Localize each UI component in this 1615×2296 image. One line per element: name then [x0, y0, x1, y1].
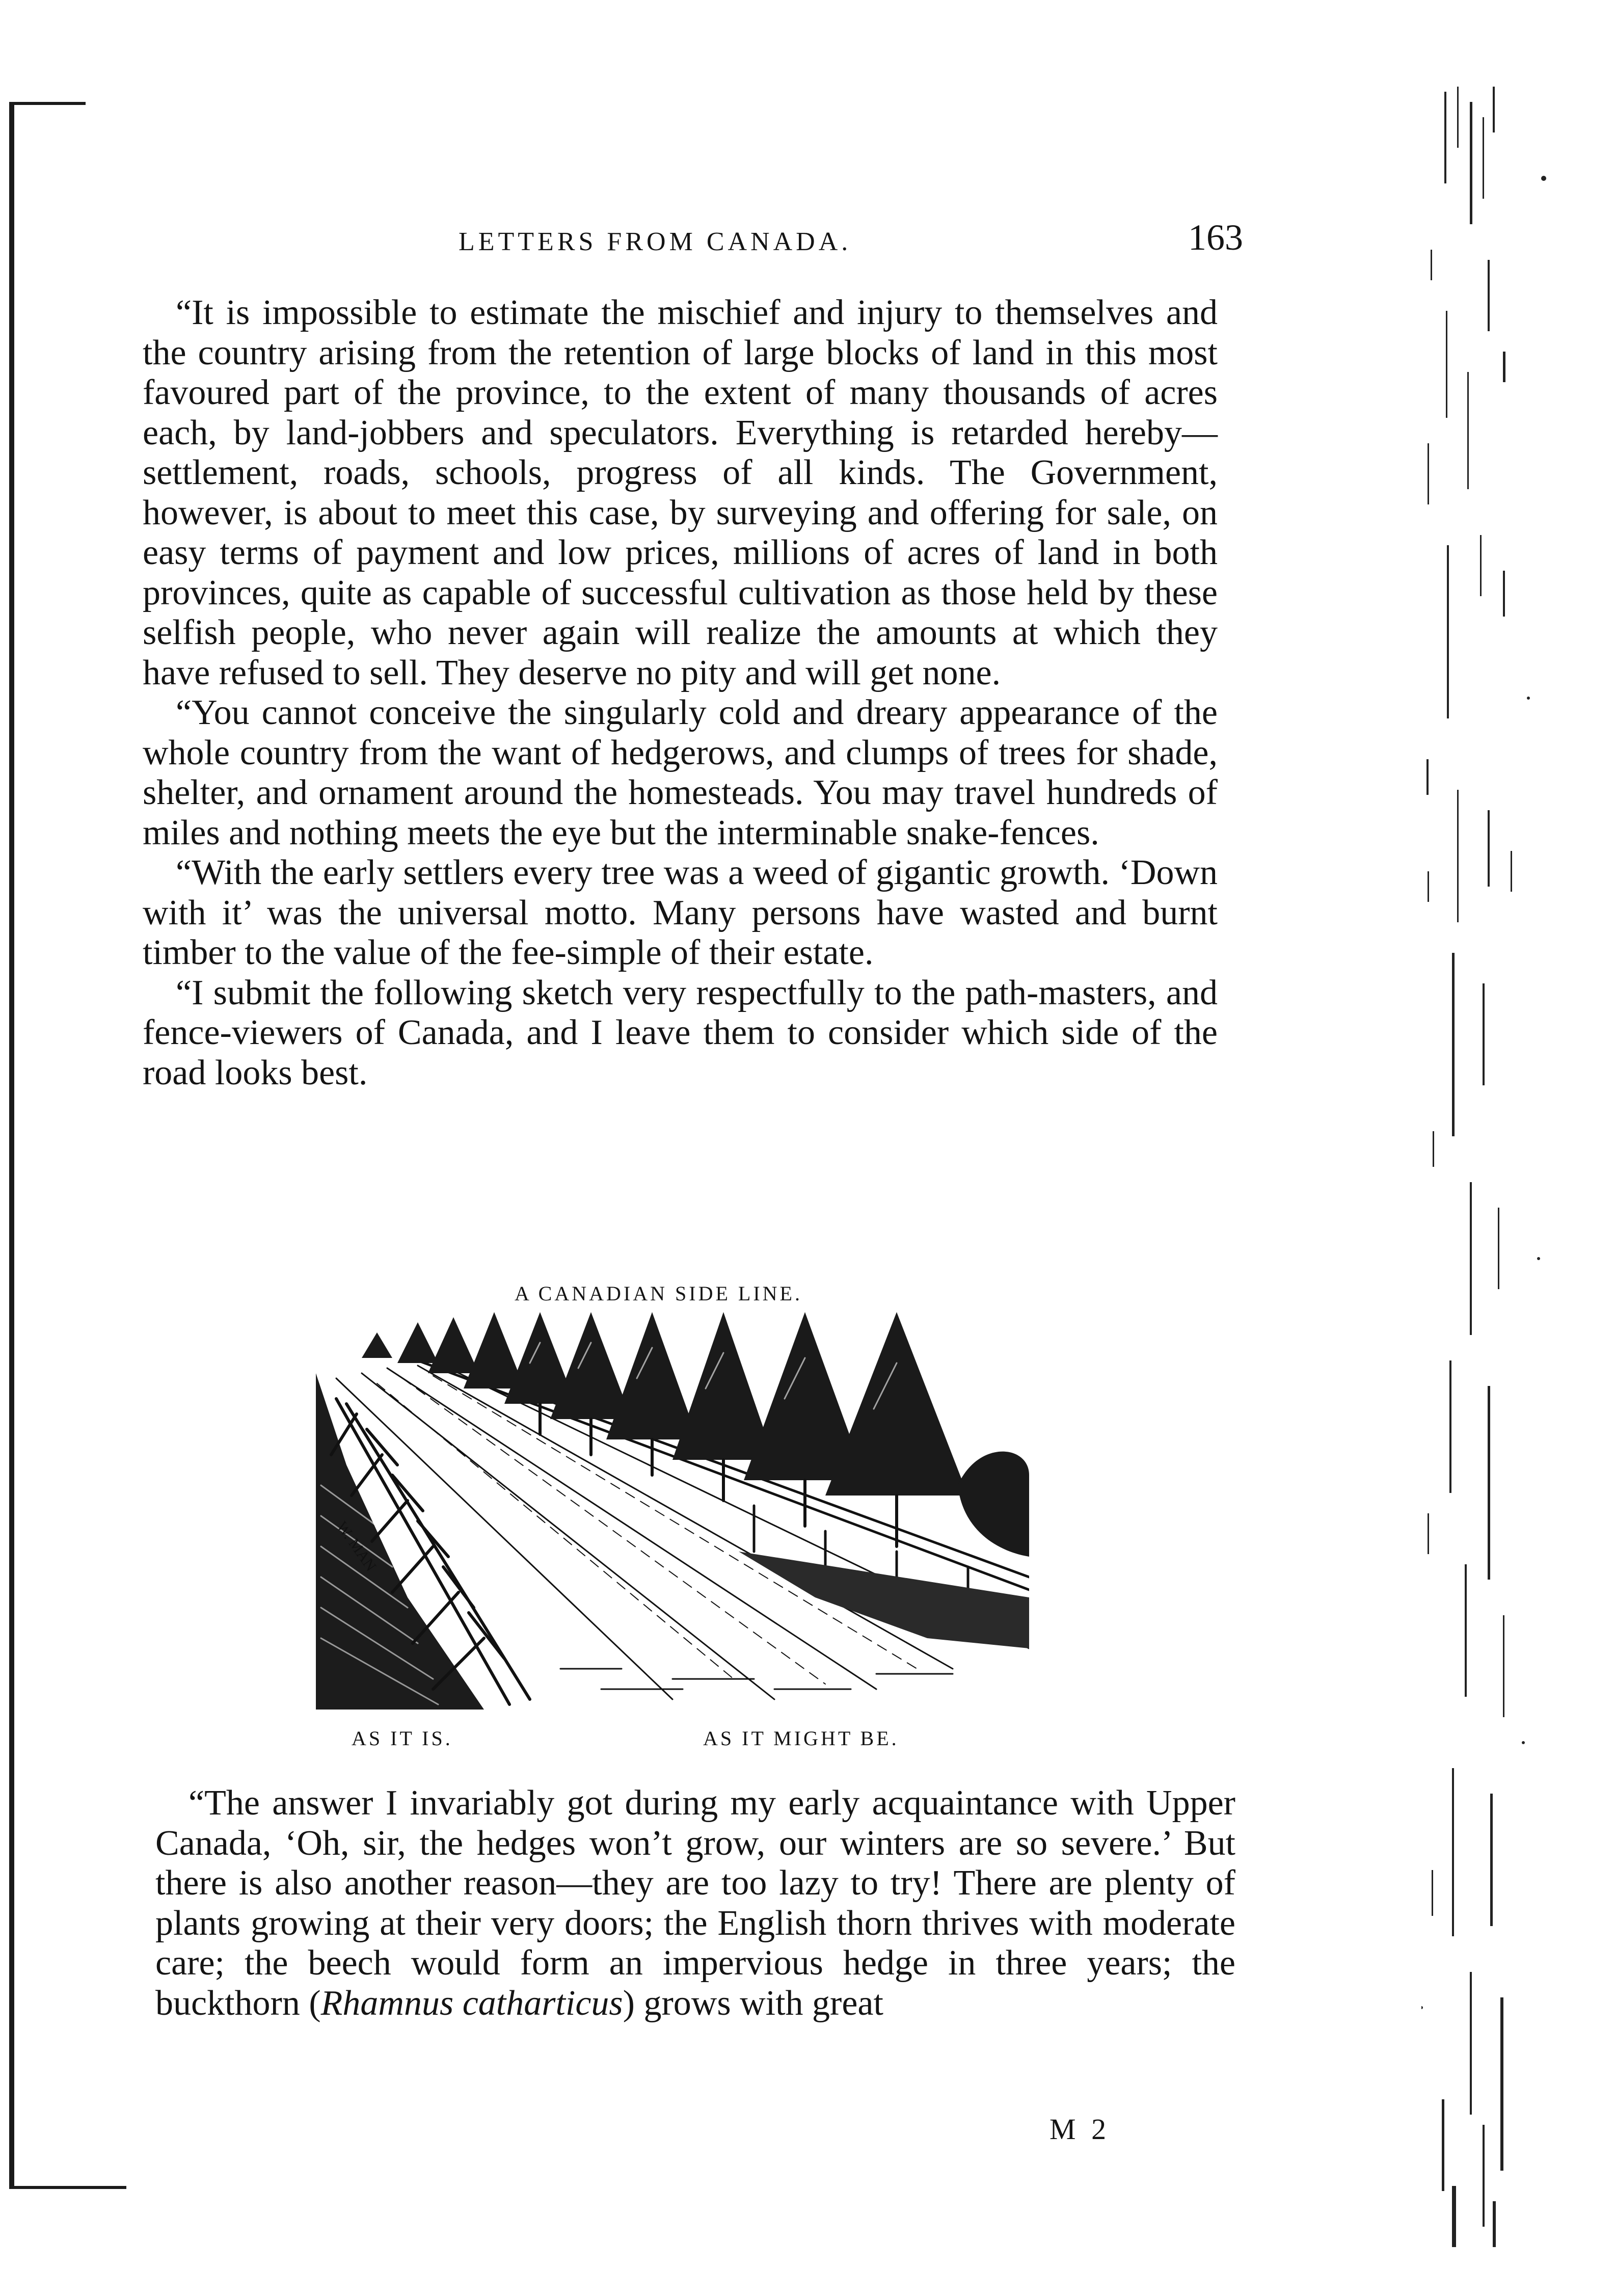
page-number: 163 [1188, 217, 1243, 258]
paragraph [155, 1783, 1235, 2023]
paragraph: “It is impossible to estimate the mischief and injury to themselves and the country arising from the retention of large blocks of land in this most favoured part of the province, to the extent of many thousands of acres each, by land-jobbers and speculators. Everything is retarded hereby—settlement, roads, schools, progress of all kinds. The Government, however, is about to meet this case, by surveying and offering for sale, on easy terms of payment and low prices, millions of acres of land in both provinces, quite as capable of successful cultivation as those held by these selfish people, who never again will realize the amounts at which they have refused to sell. They deserve no pity and will get none. [143, 293, 1218, 692]
paragraph: “You cannot conceive the singularly cold and dreary appearance of the whole country from the want of hedgerows, and clumps of trees for shade, shelter, and ornament around the homesteads. You may travel hundreds of miles and nothing meets the eye but the interminable snake-fences. [143, 693, 1218, 852]
engraver-signature: W. MAN [333, 1518, 380, 1574]
running-head: LETTERS FROM CANADA. [459, 227, 852, 256]
binding-edge-bottom [9, 2186, 126, 2189]
woodcut-illustration [316, 1312, 1029, 1710]
paragraph: “With the early settlers every tree was a weed of gigantic growth. ‘Down with it’ was the universal motto. Many persons have wasted and burnt timber to the value of the fee-simple of their estate. [143, 853, 1218, 972]
binding-edge [9, 102, 14, 2188]
figure-title: A CANADIAN SIDE LINE. [515, 1282, 802, 1305]
caption-left: AS IT IS. [352, 1727, 453, 1750]
page-edge-speckle [1421, 87, 1590, 2267]
signature-mark: M 2 [1049, 2113, 1111, 2146]
text-run: ) grows with great [623, 1983, 883, 2023]
text-run: “The answer I invariably got during my early acquaintance with Upper Canada, ‘Oh, sir, the hedges won’t grow, our winters are so severe.’ But there is also another reason—they are too lazy to try! There are plenty of plants growing at their very doors; the English thorn thrives with moderate care; the beech would form an impervious hedge in three years; the buckthorn ( [155, 1783, 1235, 2023]
botanical-name: Rhamnus catharticus [320, 1983, 623, 2023]
binding-edge-top [9, 102, 86, 105]
paragraph: “I submit the following sketch very respectfully to the path-masters, and fence-viewers of Canada, and I leave them to consider which side of the road looks best. [143, 973, 1218, 1092]
body-text-top [143, 293, 1218, 1093]
body-text-bottom [155, 1783, 1235, 2023]
caption-right: AS IT MIGHT BE. [703, 1727, 899, 1750]
page-header [143, 217, 1243, 262]
